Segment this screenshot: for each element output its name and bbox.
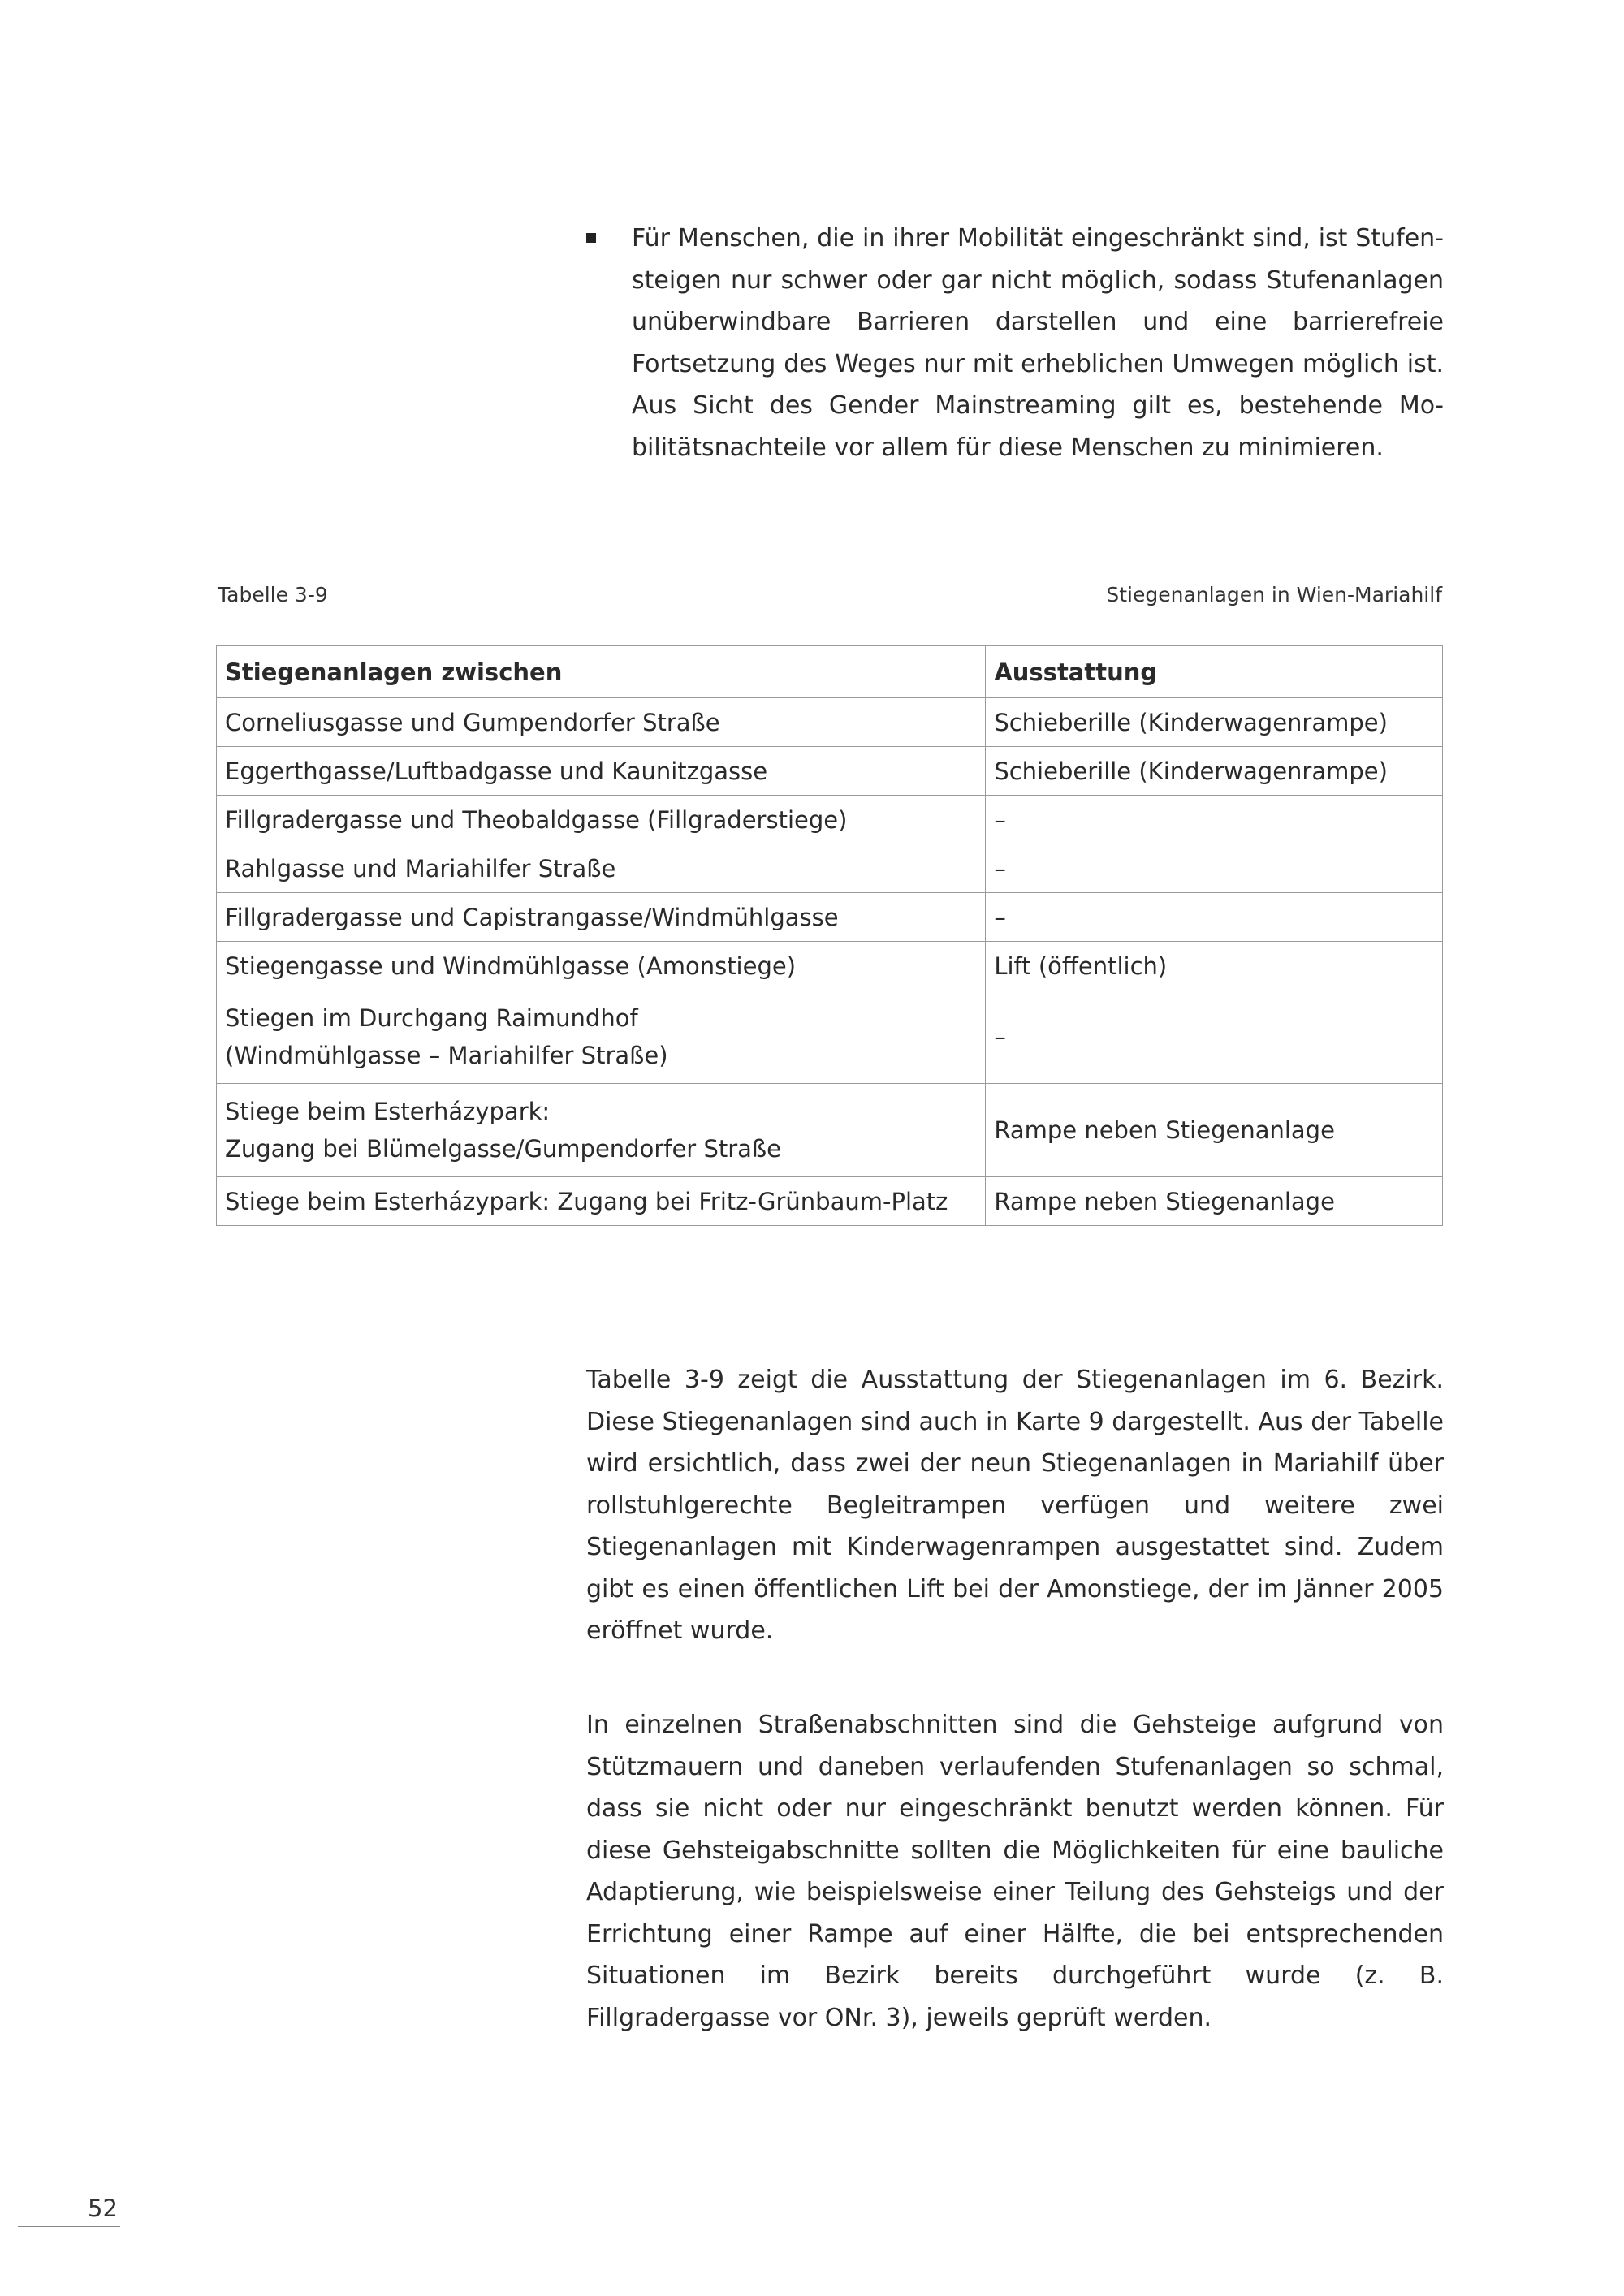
table-row bbox=[217, 698, 1443, 747]
location-cell: Corneliusgasse und Gumpendorfer Straße bbox=[217, 698, 986, 747]
table-row bbox=[217, 893, 1443, 942]
table-row bbox=[217, 942, 1443, 990]
location-cell: Stiegengasse und Windmühlgasse (Amonstiege) bbox=[217, 942, 986, 990]
equipment-cell: – bbox=[986, 796, 1443, 844]
column-header-equipment: Ausstattung bbox=[986, 646, 1443, 698]
body-paragraph: Tabelle 3-9 zeigt die Ausstattung der Stiegenanlagen im 6. Bezirk. Diese Stiegenanlagen sind auch in Karte 9 dargestellt. Aus der Tabelle wird ersichtlich, dass zwei der neun Stiegenanlagen in Mariahilf über rollstuhlgerechte Begleitrampen verfügen und weitere zwei Stiegenanlagen mit Kinderwagenrampen ausgestattet sind. Zudem gibt es einen öffentlichen Lift bei der Amonstiege, der im Jänner 2005 eröffnet wurde. bbox=[586, 1366, 1444, 1645]
location-cell: Stiege beim Esterházypark: Zugang bei Fritz-Grünbaum-Platz bbox=[217, 1177, 986, 1226]
square-bullet-icon bbox=[586, 233, 596, 243]
stairs-table bbox=[216, 645, 1443, 1226]
equipment-cell: – bbox=[986, 893, 1443, 942]
location-cell: Stiegen im Durchgang Raimundhof (Windmühlgasse – Mariahilfer Straße) bbox=[217, 990, 986, 1084]
equipment-cell: Schieberille (Kinderwagenrampe) bbox=[986, 747, 1443, 796]
location-cell: Eggerthgasse/Luftbadgasse und Kaunitzgasse bbox=[217, 747, 986, 796]
bullet-item bbox=[586, 218, 1444, 468]
equipment-cell: Lift (öffentlich) bbox=[986, 942, 1443, 990]
equipment-cell: – bbox=[986, 990, 1443, 1084]
equipment-cell: Schieberille (Kinderwagenrampe) bbox=[986, 698, 1443, 747]
table-caption-title: Stiegenanlagen in Wien-Mariahilf bbox=[1106, 583, 1442, 606]
table-row bbox=[217, 1084, 1443, 1177]
location-cell: Rahlgasse und Mariahilfer Straße bbox=[217, 844, 986, 893]
table-row bbox=[217, 796, 1443, 844]
column-header-location: Stiegenanlagen zwischen bbox=[217, 646, 986, 698]
page-number: 52 bbox=[88, 2195, 118, 2222]
table-caption bbox=[218, 583, 1442, 607]
location-cell: Stiege beim Esterházypark: Zugang bei Blümelgasse/Gumpendorfer Straße bbox=[217, 1084, 986, 1177]
equipment-cell: Rampe neben Stiegenanlage bbox=[986, 1084, 1443, 1177]
table-row bbox=[217, 1177, 1443, 1226]
location-cell: Fillgradergasse und Theobaldgasse (Fillgraderstiege) bbox=[217, 796, 986, 844]
body-paragraph: In einzelnen Straßenabschnitten sind die Gehsteige aufgrund von Stützmauern und daneben verlaufenden Stufenanlagen so schmal, dass sie nicht oder nur eingeschränkt benutzt werden können. Für diese Gehsteigabschnitte sollten die Möglichkeiten für eine bauliche Adaptierung, wie beispielsweise einer Teilung des Gehsteigs und der Errichtung einer Rampe auf einer Hälfte, die bei entsprechenden Situationen im Bezirk bereits durchgeführt wurde (z. B. Fillgradergasse vor ONr. 3), jeweils geprüft werden. bbox=[586, 1711, 1444, 2032]
footer-rule bbox=[18, 2226, 120, 2227]
table-row bbox=[217, 844, 1443, 893]
location-cell: Fillgradergasse und Capistrangasse/Windmühlgasse bbox=[217, 893, 986, 942]
bullet-text: Für Menschen, die in ihrer Mobilität eingeschränkt sind, ist Stufensteigen nur schwer oder gar nicht möglich, sodass Stufenanlagen unüberwindbare Barrieren darstellen und eine barrierefreie Fortsetzung des Weges nur mit erheblichen Umwegen möglich ist. Aus Sicht des Gender Mainstreaming gilt es, bestehende Mobilitätsnachteile vor allem für diese Menschen zu minimieren. bbox=[632, 224, 1444, 462]
table-header-row bbox=[217, 646, 1443, 698]
equipment-cell: – bbox=[986, 844, 1443, 893]
table-row bbox=[217, 990, 1443, 1084]
table-row bbox=[217, 747, 1443, 796]
table-caption-label: Tabelle 3-9 bbox=[218, 583, 328, 606]
equipment-cell: Rampe neben Stiegenanlage bbox=[986, 1177, 1443, 1226]
